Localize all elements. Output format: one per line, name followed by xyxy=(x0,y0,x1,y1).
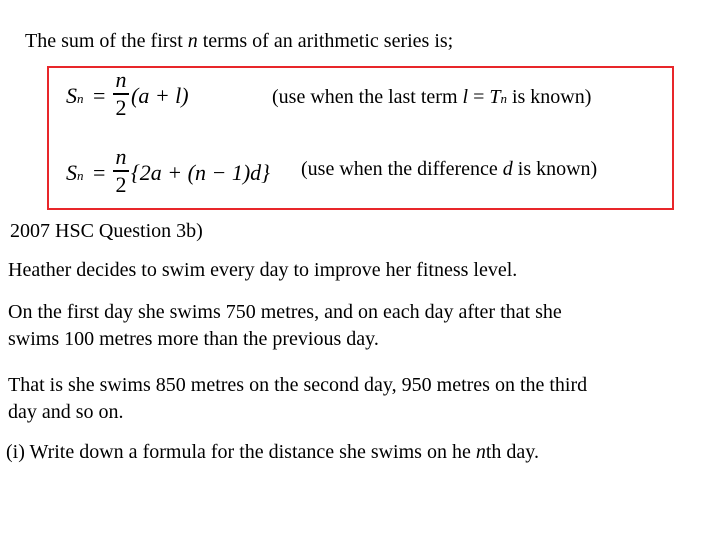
question-i-after: th day. xyxy=(485,441,539,463)
formula2-frac-num: n xyxy=(115,144,127,169)
formula1-note-before: (use when the last term xyxy=(272,86,463,108)
formula2-fraction xyxy=(113,145,129,197)
formula2-note-before: (use when the difference xyxy=(301,158,503,180)
intro-text xyxy=(25,30,453,53)
formula1-fraction xyxy=(113,68,129,120)
formula1-sub-n: n xyxy=(77,91,84,106)
intro-var-n: n xyxy=(187,30,198,52)
formula1-note xyxy=(272,86,591,109)
intro-before: The sum of the first xyxy=(25,30,188,52)
formula1-note-eq: = xyxy=(468,86,490,108)
paragraph-3-line-1: That is she swims 850 metres on the second day, 950 metres on the third xyxy=(8,374,588,396)
paragraph-1: Heather decides to swim every day to improve her fitness level. xyxy=(8,259,518,281)
paragraph-2-line-1: On the first day she swims 750 metres, and on each day after that she xyxy=(8,301,562,323)
question-i-var-n: n xyxy=(475,441,486,463)
formula1-note-T: T xyxy=(489,86,501,108)
formula2-frac-den: 2 xyxy=(115,171,127,197)
question-i-before: (i) Write down a formula for the distance she swims on he xyxy=(6,441,476,463)
formula2-equals: = xyxy=(93,160,106,185)
formula1-S: S xyxy=(66,83,77,108)
question-i xyxy=(6,439,539,466)
formula2-note-d: d xyxy=(502,158,513,180)
formula1-frac-num: n xyxy=(115,67,127,92)
formula2-lhs xyxy=(66,160,84,186)
formula1-lhs xyxy=(66,83,84,109)
formula1-expr: (a + l) xyxy=(131,83,189,108)
formula2-S: S xyxy=(66,160,77,185)
formula2-expr: {2a + (n − 1)d} xyxy=(131,160,270,185)
intro-after: terms of an arithmetic series is; xyxy=(197,30,454,52)
formula1-note-after: is known) xyxy=(506,86,592,108)
formula1-frac-den: 2 xyxy=(115,94,127,120)
paragraph-2-line-2: swims 100 metres more than the previous day. xyxy=(8,328,379,350)
formula1-note-l: l xyxy=(462,86,469,108)
formula1-note-sub: n xyxy=(500,91,507,106)
question-label: 2007 HSC Question 3b) xyxy=(10,220,203,242)
paragraph-3-line-2: day and so on. xyxy=(8,401,124,423)
formula2-sub-n: n xyxy=(77,168,84,183)
formula2-note xyxy=(301,158,597,181)
formula1-equals: = xyxy=(93,83,106,108)
formula2-note-after: is known) xyxy=(512,158,598,180)
